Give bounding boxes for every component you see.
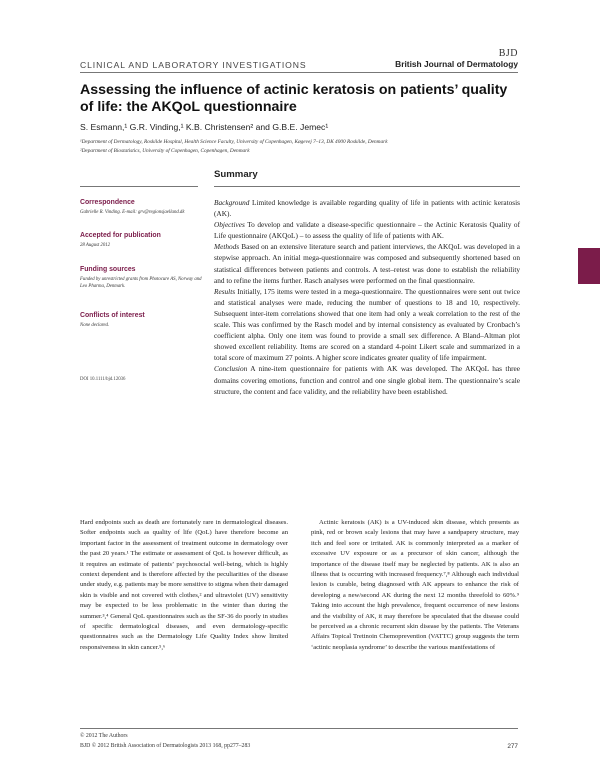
conflicts-block	[80, 312, 202, 329]
abstract-conclusion	[214, 363, 520, 396]
body-column-right: Actinic keratosis (AK) is a UV-induced skin disease, which presents as pink, red or brown scaly lesions that may have a sandpapery structure, may itch and feel sore or irritated. AK is commonly interpreted as a marker of excessive UV exposure or as a precursor of skin cancer, although the importance of the disease itself may be neglected by patients. AK is also an illness that is occurring with increased frequency.⁷,⁸ Although each individual lesion is curable, being diagnosed with AK appears to enhance the risk of developing a new/second AK during the next 12 months threefold to 60%.⁹ Taking into account the high prevalence, frequent occurrence of new lesions and the visibility of AK, it may therefore be speculated that the disease could be perceived as a chronic recurrent skin disease by the patients. The Veterans Affairs Topical Tretinoin Chemoprevention (VATTC) group suggests the term ‘actinic neoplasia syndrome’ to describe the various manifestations of	[311, 519, 519, 651]
methods-text: Based on an extensive literature search and patient interviews, the AKQoL was developed in a stepwise approach. An initial mega-questionnaire was composed and subsequently shortened based on statistical differences between patients and controls. A test–retest was done to establish the reliability and to refine the items further. Rasch analyses were performed on the final questionnaire.	[214, 242, 520, 285]
results-text: Initially, 175 items were tested in a mega-questionnaire. The questionnaires were sent out twice and statistical analyses were made, reducing the number of questions to 18 and 10, respectively. Subsequent inter-item correlations showed that one item had only a weak correlation to the rest of the scale. This was confirmed by the Rasch model and by internal consistency as evaluated by Cronbach’s coefficient alpha. Only one item was found to provide a small sex difference. A Bland–Altman plot showed excellent reliability. Items are scored on a standard 4-point Likert scale and summarized in a total score of maximum 27 points. A higher score indicates greater quality of life impairment.	[214, 286, 520, 363]
background-text: Limited knowledge is available regarding quality of life in patients with actinic keratosis (AK).	[214, 198, 520, 219]
methods-label: Methods	[214, 242, 240, 252]
funding-text: Funded by unrestricted grants from Photocure AS, Norway and Leo Pharma, Denmark.	[80, 277, 202, 290]
background-label: Background	[214, 198, 250, 207]
objectives-label: Objectives	[214, 220, 245, 230]
correspondence-heading: Correspondence	[80, 199, 135, 206]
conclusion-label: Conclusion	[214, 364, 248, 374]
copyright-authors: © 2012 The Authors	[80, 733, 128, 739]
conclusion-text: A nine-item questionnaire for patients with AK was developed. The AKQoL has three domains covering emotions, function and control and one single global item. The questionnaire’s scale structure, the content and face validity, and the reliability have been established.	[214, 364, 520, 396]
summary-divider	[214, 186, 520, 187]
doi: DOI 10.1111/bjd.12036	[80, 377, 126, 382]
summary-heading: Summary	[214, 169, 258, 180]
abstract	[214, 197, 520, 397]
objectives-text: To develop and validate a disease-specific questionnaire – the Actinic Keratosis Quality of Life questionnaire (AKQoL) – to assess the quality of life of patients with AK.	[214, 220, 520, 241]
affiliation-2: ²Department of Biostatistics, University of Copenhagen, Copenhagen, Denmark	[80, 148, 250, 154]
section-label: CLINICAL AND LABORATORY INVESTIGATIONS	[80, 60, 307, 70]
conflicts-text: None declared.	[80, 323, 110, 328]
results-label: Results	[214, 286, 236, 296]
header-divider	[80, 72, 518, 73]
funding-heading: Funding sources	[80, 266, 136, 273]
abstract-results	[214, 286, 520, 364]
abstract-methods	[214, 241, 520, 285]
copyright-journal: BJD © 2012 British Association of Dermatologists 2013 168, pp277–283	[80, 743, 251, 749]
page-number: 277	[507, 743, 518, 750]
author-list: S. Esmann,¹ G.R. Vinding,¹ K.B. Christensen² and G.B.E. Jemec¹	[80, 122, 329, 132]
accepted-text: 28 August 2012	[80, 243, 111, 248]
sidebar-divider	[80, 186, 198, 187]
article-title: Assessing the influence of actinic keratosis on patients’ quality of life: the AKQoL questionnaire	[80, 82, 508, 115]
affiliation-1: ¹Department of Dermatology, Roskilde Hospital, Health Science Faculty, University of Copenhagen, Køgevej 7–13, DK 4000 Roskilde, Denmark	[80, 139, 388, 145]
journal-abbreviation: BJD	[498, 48, 518, 59]
correspondence-block	[80, 199, 202, 216]
funding-block	[80, 266, 202, 291]
body-column-left: Hard endpoints such as death are fortunately rare in dermatological diseases. Softer endpoints such as quality of life (QoL) have therefore become an important factor in the assessment of treatment outcome in dermatology over the past 20 years.¹ The estimate or assessment of QoL is however difficult, as it requires an estimate of patients’ psychosocial well-being, which is highly context dependent and is therefore affected by the peculiarities of the disease under study, e.g. patients may be more sensitive to stigma when their damaged skin is visible and not covered with clothes,² and ultraviolet (UV) sensitivity may be expected to be less problematic in the winter than during the summer.³,⁴ General QoL questionnaires such as the SF-36 do poorly in studies of specific dermatological diseases, and even dermatology-specific questionnaires such as the Dermatology Life Quality Index show limited responsiveness in skin cancer.⁵,⁶	[80, 519, 288, 651]
accepted-block	[80, 232, 202, 249]
color-tab-marker	[578, 248, 600, 284]
accepted-heading: Accepted for publication	[80, 232, 161, 239]
conflicts-heading: Conflicts of interest	[80, 312, 145, 319]
correspondence-text: Gabrielle R. Vinding. E-mail: grv@regionsjaelland.dk	[80, 210, 185, 215]
footer-divider	[80, 728, 518, 729]
abstract-objectives	[214, 219, 520, 241]
abstract-background	[214, 197, 520, 219]
journal-name: British Journal of Dermatology	[395, 59, 518, 69]
